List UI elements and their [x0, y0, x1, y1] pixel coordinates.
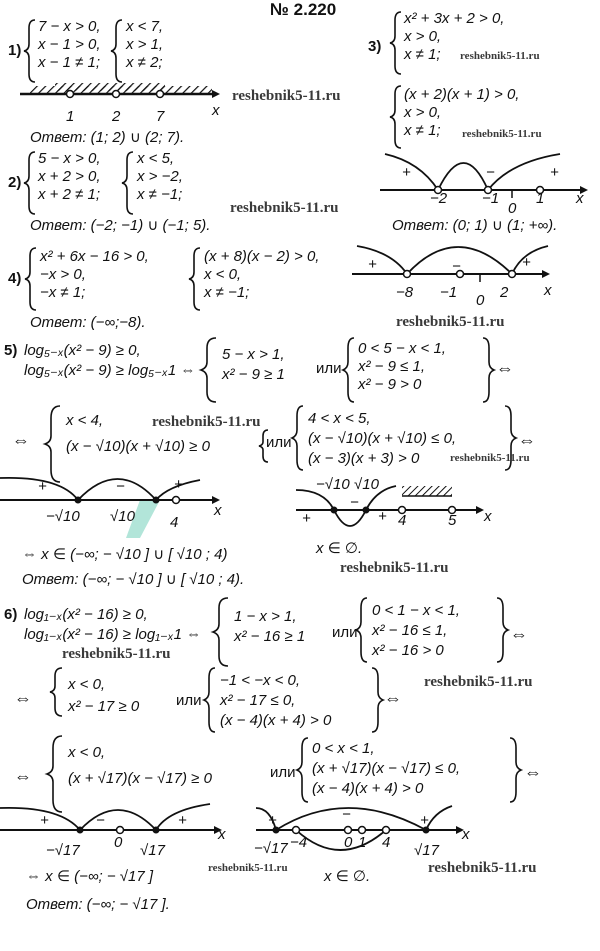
- p3-sign-plus-1: +: [402, 164, 411, 181]
- p3-system-2-line-2: x > 0,: [404, 104, 442, 121]
- p6-chart2-tick-0: 0: [344, 834, 353, 851]
- p5-sysD-line-1: 4 < x < 5,: [308, 410, 371, 427]
- p2-system-2-line-1: x < 5,: [137, 150, 175, 167]
- p5-result-2: x ∈ ∅.: [316, 540, 363, 557]
- p5-sysB-line-2: x² − 9 ≤ 1,: [358, 358, 426, 375]
- p5-chart2-tick-4: 4: [398, 512, 407, 529]
- p6-chart2-sign-minus: −: [342, 806, 351, 823]
- watermark: reshebnik5-11.ru: [152, 414, 261, 430]
- problem-1-label: 1): [8, 42, 22, 59]
- p6-chart2-tick-neg4: −4: [290, 834, 308, 851]
- p2-answer: Ответ: (−2; −1) ∪ (−1; 5).: [30, 217, 211, 234]
- p5-chart1-tick-sqrt10: √10: [110, 508, 135, 525]
- p1-system-1-line-2: x − 1 > 0,: [38, 36, 101, 53]
- problem-4-label: 4): [8, 270, 22, 287]
- watermark: reshebnik5-11.ru: [428, 860, 537, 876]
- watermark: reshebnik5-11.ru: [208, 862, 288, 874]
- p5-chart1-axis-label: x: [214, 502, 222, 519]
- problem-5-label: 5): [4, 342, 18, 359]
- watermark: reshebnik5-11.ru: [424, 674, 533, 690]
- p6-chart2-tick-1: 1: [358, 834, 367, 851]
- p4-sign-chart: [352, 240, 572, 310]
- p1-system-2-line-1: x < 7,: [126, 18, 164, 35]
- watermark: reshebnik5-11.ru: [462, 128, 542, 140]
- p5-sysD-line-2: (x − √10)(x + √10) ≤ 0,: [308, 430, 457, 447]
- p6-sysD-line-2: x² − 17 ≤ 0,: [220, 692, 296, 709]
- p1-system-1-line-3: x − 1 ≠ 1;: [38, 54, 101, 71]
- p4-sign-minus: −: [452, 258, 461, 275]
- p1-point-7: [157, 91, 164, 98]
- p4-sign-plus-1: +: [368, 256, 377, 273]
- watermark: reshebnik5-11.ru: [62, 646, 171, 662]
- p6-or: или: [332, 624, 358, 641]
- p6-sysA-line-2: x² − 16 ≥ 1: [234, 628, 306, 645]
- p5-arrow-2: ⇔: [12, 430, 30, 450]
- p5-chart2-tick-sqrt10: √10: [354, 476, 379, 493]
- p4-axis-label: x: [544, 282, 552, 299]
- p1-answer: Ответ: (1; 2) ∪ (2; 7).: [30, 129, 185, 146]
- p5-chart1-sign-plus-2: +: [174, 476, 183, 493]
- p6-chart1-sign-plus-2: +: [178, 812, 187, 829]
- p3-system-1-line-1: x² + 3x + 2 > 0,: [404, 10, 505, 27]
- p6-chart1-tick-sqrt17: √17: [140, 842, 165, 859]
- p6-line-1: log₁₋ₓ(x² − 16) ≥ 0,: [24, 606, 148, 623]
- p5-chart2-tick-neg-sqrt10: −√10: [316, 476, 350, 493]
- page-title: № 2.220: [270, 0, 337, 19]
- p5-sysC-line-2: (x − √10)(x + √10) ≥ 0: [66, 438, 210, 455]
- p5-arrow-1: ⇔: [496, 358, 514, 378]
- p6-or-3: или: [270, 764, 296, 781]
- p4-answer: Ответ: (−∞;−8).: [30, 314, 146, 331]
- p5-sysB-line-1: 0 < 5 − x < 1,: [358, 340, 446, 357]
- watermark: reshebnik5-11.ru: [232, 88, 341, 104]
- p6-chart2-tick-4: 4: [382, 834, 391, 851]
- watermark: reshebnik5-11.ru: [230, 200, 339, 216]
- p6-line-2: log₁₋ₓ(x² − 16) ≥ log₁₋ₓ1 ⇔: [24, 626, 202, 643]
- p6-arrow-5: ⇔: [524, 762, 542, 782]
- p6-sysC-line-1: x < 0,: [68, 676, 106, 693]
- p6-chart2-axis-label: x: [462, 826, 470, 843]
- p4-system-2-line-3: x ≠ −1;: [204, 284, 250, 301]
- p6-sign-chart-1: [0, 796, 240, 866]
- problem-6-label: 6): [4, 606, 18, 623]
- p1-system-1-line-1: 7 − x > 0,: [38, 18, 101, 35]
- p5-chart1-sign-plus-1: +: [38, 478, 47, 495]
- p4-tick-2: 2: [500, 284, 509, 301]
- p6-chart2-sign-plus-1: +: [268, 812, 277, 829]
- p6-chart1-sign-plus-1: +: [40, 812, 49, 829]
- p2-system-1-line-1: 5 − x > 0,: [38, 150, 101, 167]
- watermark: reshebnik5-11.ru: [396, 314, 505, 330]
- p3-system-1-line-3: x ≠ 1;: [404, 46, 441, 63]
- p5-or-2: или: [266, 434, 292, 451]
- p5-chart2-tick-5: 5: [448, 512, 457, 529]
- p1-number-line: [0, 80, 220, 120]
- p4-system-1-line-1: x² + 6x − 16 > 0,: [40, 248, 149, 265]
- p5-line-2: log₅₋ₓ(x² − 9) ≥ log₅₋ₓ1 ⇔: [24, 362, 196, 379]
- p1-hatch-right: [55, 83, 165, 91]
- p1-axis-label: x: [212, 102, 220, 119]
- p5-result-1: ⇔ x ∈ (−∞; − √10 ] ∪ [ √10 ; 4): [22, 546, 228, 563]
- p5-sign-chart-1: [0, 462, 230, 542]
- p6-sysB-line-3: x² − 16 > 0: [372, 642, 444, 659]
- p4-system-1-line-3: −x ≠ 1;: [40, 284, 86, 301]
- watermark: reshebnik5-11.ru: [460, 50, 540, 62]
- p2-system-1-line-3: x + 2 ≠ 1;: [38, 186, 101, 203]
- p6-sysB-line-1: 0 < 1 − x < 1,: [372, 602, 460, 619]
- p5-sysA-line-1: 5 − x > 1,: [222, 346, 285, 363]
- p6-arrow-1: ⇔: [510, 624, 528, 644]
- p3-tick-1: 1: [536, 190, 545, 207]
- p6-chart1-tick-neg-sqrt17: −√17: [46, 842, 80, 859]
- p6-result-1: ⇔ x ∈ (−∞; − √17 ]: [26, 868, 154, 885]
- p6-chart1-tick-0: 0: [114, 834, 123, 851]
- p1-tick-2: 2: [112, 108, 121, 125]
- p5-chart2-axis-label: x: [484, 508, 492, 525]
- p5-sysB-line-3: x² − 9 > 0: [358, 376, 422, 393]
- p3-system-1-line-2: x > 0,: [404, 28, 442, 45]
- p3-system-2-line-1: (x + 2)(x + 1) > 0,: [404, 86, 520, 103]
- p6-chart1-axis-label: x: [218, 826, 226, 843]
- p6-answer: Ответ: (−∞; − √17 ].: [26, 896, 170, 913]
- p6-or-2: или: [176, 692, 202, 709]
- p4-system-1-line-2: −x > 0,: [40, 266, 86, 283]
- p5-chart1-tick-4: 4: [170, 514, 179, 531]
- p5-line-1: log₅₋ₓ(x² − 9) ≥ 0,: [24, 342, 141, 359]
- p4-tick-neg8: −8: [396, 284, 414, 301]
- p5-sysC-line-1: x < 4,: [66, 412, 104, 429]
- p4-tick-0: 0: [476, 292, 485, 309]
- p3-tick-neg2: −2: [430, 190, 448, 207]
- p4-system-2-line-2: x < 0,: [204, 266, 242, 283]
- p5-sysD-line-3: (x − 3)(x + 3) > 0: [308, 450, 420, 467]
- p1-tick-1: 1: [66, 108, 75, 125]
- p6-sign-chart-2: [256, 796, 476, 866]
- p6-arrow-4: ⇔: [14, 766, 32, 786]
- p3-sign-minus: −: [486, 164, 495, 181]
- p5-or: или: [316, 360, 342, 377]
- p6-result-2: x ∈ ∅.: [324, 868, 371, 885]
- p6-sysD-line-1: −1 < −x < 0,: [220, 672, 301, 689]
- p5-chart2-sign-plus-2: +: [378, 508, 387, 525]
- p1-tick-7: 7: [156, 108, 165, 125]
- p6-chart2-tick-neg-sqrt17: −√17: [254, 840, 288, 857]
- p2-system-2-line-3: x ≠ −1;: [137, 186, 183, 203]
- p6-sysB-line-2: x² − 16 ≤ 1,: [372, 622, 448, 639]
- problem-3-label: 3): [368, 38, 382, 55]
- p6-sysF-line-3: (x − 4)(x + 4) > 0: [312, 780, 424, 797]
- p6-sysD-line-3: (x − 4)(x + 4) > 0: [220, 712, 332, 729]
- p4-system-2-line-1: (x + 8)(x − 2) > 0,: [204, 248, 320, 265]
- p6-chart2-sign-plus-2: +: [420, 812, 429, 829]
- p6-sysE-line-1: x < 0,: [68, 744, 106, 761]
- problem-2-label: 2): [8, 174, 22, 191]
- p6-sysA-line-1: 1 − x > 1,: [234, 608, 297, 625]
- p5-chart1-tick-neg-sqrt10: −√10: [46, 508, 80, 525]
- p5-chart1-sign-minus: −: [116, 478, 125, 495]
- p5-chart2-sign-plus-1: +: [302, 510, 311, 527]
- p6-sysC-line-2: x² − 17 ≥ 0: [68, 698, 140, 715]
- p3-sign-plus-2: +: [550, 164, 559, 181]
- p5-answer: Ответ: (−∞; − √10 ] ∪ [ √10 ; 4).: [22, 571, 245, 588]
- p3-tick-neg1: −1: [482, 190, 500, 207]
- watermark: reshebnik5-11.ru: [340, 560, 449, 576]
- p6-sysE-line-2: (x + √17)(x − √17) ≥ 0: [68, 770, 212, 787]
- p6-chart2-tick-sqrt17: √17: [414, 842, 439, 859]
- p2-system-2-line-2: x > −2,: [137, 168, 183, 185]
- p1-system-2-line-2: x > 1,: [126, 36, 164, 53]
- p3-tick-0: 0: [508, 200, 517, 217]
- p3-system-2-line-3: x ≠ 1;: [404, 122, 441, 139]
- p5-arrow-3: ⇔: [518, 430, 536, 450]
- p5-chart2-sign-minus: −: [350, 494, 359, 511]
- p6-arrow-2: ⇔: [14, 688, 32, 708]
- p6-sysF-line-2: (x + √17)(x − √17) ≤ 0,: [312, 760, 461, 777]
- p6-sysF-line-1: 0 < x < 1,: [312, 740, 375, 757]
- p6-chart1-sign-minus: −: [96, 812, 105, 829]
- p3-answer: Ответ: (0; 1) ∪ (1; +∞).: [392, 217, 558, 234]
- p1-system-2-line-3: x ≠ 2;: [126, 54, 163, 71]
- p4-tick-neg1: −1: [440, 284, 458, 301]
- watermark: reshebnik5-11.ru: [450, 452, 530, 464]
- p1-point-2: [113, 91, 120, 98]
- p5-sysA-line-2: x² − 9 ≥ 1: [222, 366, 285, 383]
- p2-system-1-line-2: x + 2 > 0,: [38, 168, 101, 185]
- p1-point-1: [67, 91, 74, 98]
- p3-axis-label: x: [576, 190, 584, 207]
- p4-sign-plus-2: +: [522, 254, 531, 271]
- p6-arrow-3: ⇔: [384, 688, 402, 708]
